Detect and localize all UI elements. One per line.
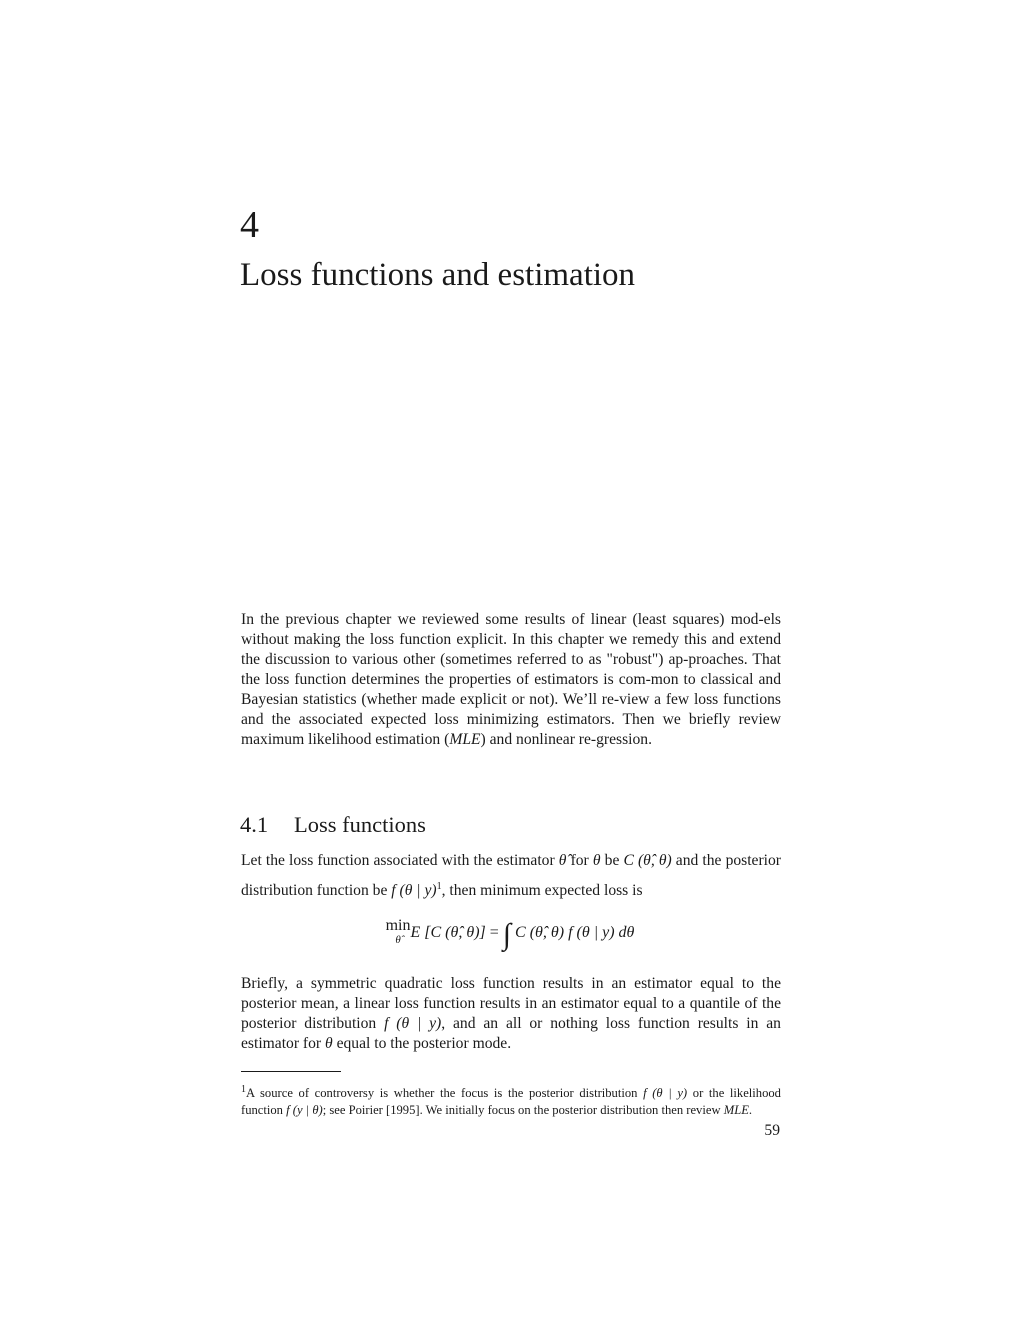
page-number: 59: [764, 1122, 780, 1139]
min-label: min: [385, 917, 411, 935]
section-number: 4.1: [240, 812, 269, 837]
text: , then minimum expected loss is: [441, 882, 643, 900]
math-theta: θ: [592, 852, 601, 869]
eq-rhs: C (θ̂, θ) f (θ | y) dθ: [515, 924, 635, 941]
math-theta-hat: θ̂: [558, 852, 567, 869]
text: Briefly, a symmetric quadratic loss function results in an estimator equal to the posterior mean, a linear loss function results in an estimator equal to a quantile of the posterior distribution: [241, 975, 781, 1032]
math-loss: C (θ̂, θ): [623, 852, 672, 869]
intro-text: In the previous chapter we reviewed some results of linear (least squares) mod-els without making the loss function explicit. In this chapter we remedy this and extend the discussion to various other (sometimes referred to as "robust") ap-proaches. That the loss function determines the properties of estimators is com-mon to classical and Bayesian statistics (whether made explicit or not). We’ll re-view a few loss functions and the associated expected loss minimizing estimators. Then we briefly review maximum likelihood estimation (: [241, 611, 781, 748]
text: ; see Poirier [1995]. We initially focus on the posterior distribution then review: [322, 1103, 721, 1118]
intro-paragraph: [241, 610, 781, 750]
text: A source of controversy is whether the focus is the posterior distribution: [246, 1086, 638, 1101]
section-title: Loss functions: [294, 812, 426, 837]
min-operator: [386, 919, 411, 947]
chapter-title: Loss functions and estimation: [240, 257, 636, 293]
text: , and an all or nothing loss function results in an estimator for: [241, 1015, 781, 1052]
loss-paragraph: [241, 848, 781, 904]
text: .: [748, 1103, 753, 1118]
footnote-rule: [241, 1071, 341, 1072]
math-posterior: f (θ | y): [384, 1015, 442, 1032]
text: for: [570, 852, 589, 869]
mle-term: MLE: [449, 731, 481, 748]
estimator-paragraph: [241, 974, 781, 1054]
math-theta: θ: [325, 1035, 333, 1052]
eq-equals: =: [489, 924, 499, 941]
footnote-ref[interactable]: 1: [436, 881, 442, 892]
eq-lhs: E [C (θ̂, θ)]: [410, 924, 486, 941]
footnote: [241, 1081, 781, 1119]
min-subscript: θ̂: [395, 934, 401, 947]
math-posterior: f (θ | y): [391, 882, 437, 900]
math-likelihood: f (y | θ): [286, 1103, 323, 1118]
expected-loss-equation: [0, 918, 1020, 952]
section-heading: [240, 810, 426, 840]
text: equal to the posterior mode.: [336, 1035, 512, 1052]
mle-term: MLE: [723, 1103, 749, 1118]
text: and the posterior distribution function be: [241, 852, 781, 900]
text: Let the loss function associated with the estimator: [241, 852, 555, 869]
text: be: [604, 852, 620, 869]
chapter-number: 4: [240, 204, 259, 246]
footnote-marker: 1: [241, 1084, 246, 1095]
math-posterior: f (θ | y): [643, 1086, 688, 1101]
intro-text-end: ) and nonlinear re-gression.: [480, 731, 652, 748]
integral-sign: ∫: [502, 918, 512, 951]
text: or the likelihood function: [241, 1086, 781, 1118]
